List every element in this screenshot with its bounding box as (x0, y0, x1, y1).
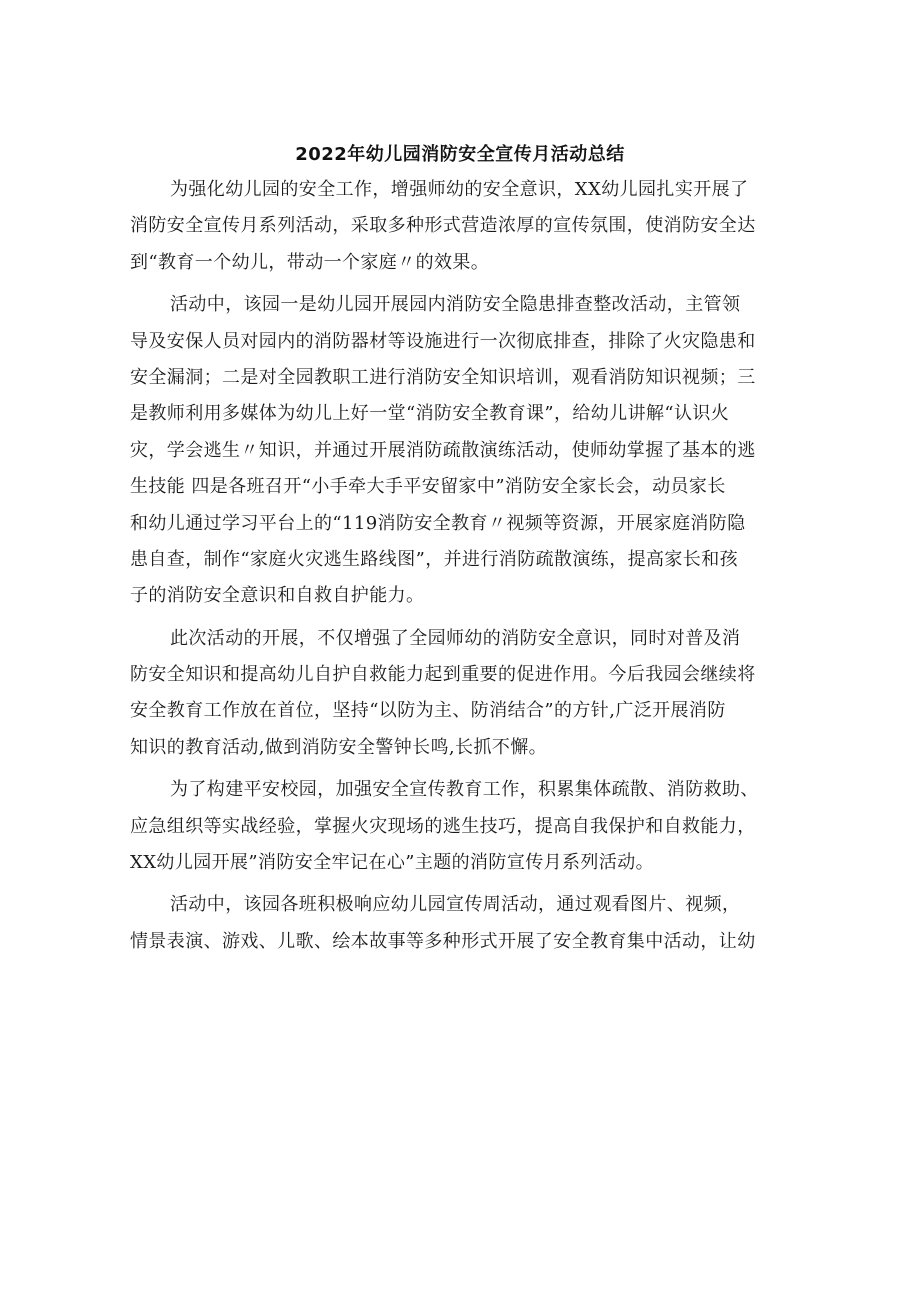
text-line: 到“教育一个幼儿，带动一个家庭〃的效果。 (130, 251, 490, 273)
text-line: 和幼儿通过学习平台上的“119消防安全教育〃视频等资源，开展家庭消防隐 (130, 512, 746, 534)
text-line: 安全漏洞；二是对全园教职工进行消防安全知识培训，观看消防知识视频；三 (130, 366, 756, 388)
document-title: 2022年幼儿园消防安全宣传月活动总结 (295, 144, 625, 165)
text-line: 是教师利用多媒体为幼儿上好一堂“消防安全教育课”，给幼儿讲解“认识火 (130, 403, 730, 425)
paragraph-4 (130, 772, 820, 881)
document-body (130, 172, 820, 962)
text-line: 应急组织等实战经验，掌握火灾现场的逃生技巧，提高自我保护和自救能力， (130, 815, 756, 837)
text-line: 防安全知识和提高幼儿自护自救能力起到重要的促进作用。今后我园会继续将 (130, 664, 756, 686)
paragraph-3 (130, 621, 820, 767)
text-line: 情景表演、游戏、儿歌、绘本故事等多种形式开展了安全教育集中活动，让幼 (130, 930, 756, 952)
text-line: 为了构建平安校园，加强安全宣传教育工作，积累集体疏散、消防救助、 (170, 779, 759, 801)
text-line: 此次活动的开展，不仅增强了全园师幼的消防安全意识，同时对普及消 (170, 627, 741, 649)
text-line: 知识的教育活动,做到消防安全警钟长鸣,长抓不懈。 (130, 736, 548, 758)
text-line: 为强化幼儿园的安全工作，增强师幼的安全意识，XX幼儿园扎实开展了 (170, 179, 749, 200)
text-line: 患自查，制作“家庭火灾逃生路线图”，并进行消防疏散演练，提高家长和孩 (130, 548, 739, 570)
text-line: 活动中，该园各班积极响应幼儿园宣传周活动，通过观看图片、视频， (170, 894, 741, 916)
text-line: 消防安全宣传月系列活动，采取多种形式营造浓厚的宣传氛围，使消防安全达 (130, 215, 756, 237)
text-line: 安全教育工作放在首位，坚持“以防为主、防消结合”的方针,广泛开展消防 (130, 700, 726, 722)
text-line: 导及安保人员对园内的消防器材等设施进行一次彻底排查，排除了火灾隐患和 (130, 330, 756, 352)
paragraph-2 (130, 287, 820, 615)
text-line: 活动中，该园一是幼儿园开展园内消防安全隐患排查整改活动，主管领 (170, 294, 741, 316)
paragraph-5 (130, 887, 820, 960)
text-line: 生技能 四是各班召开“小手牵大手平安留家中”消防安全家长会，动员家长 (130, 476, 726, 498)
text-line: XX幼儿园开展”消防安全牢记在心”主题的消防宣传月系列活动。 (130, 852, 655, 874)
text-line: 灾，学会逃生〃知识，并通过开展消防疏散演练活动，使师幼掌握了基本的逃 (130, 439, 756, 461)
paragraph-1 (130, 172, 820, 281)
text-line: 子的消防安全意识和自救自护能力。 (130, 585, 425, 607)
